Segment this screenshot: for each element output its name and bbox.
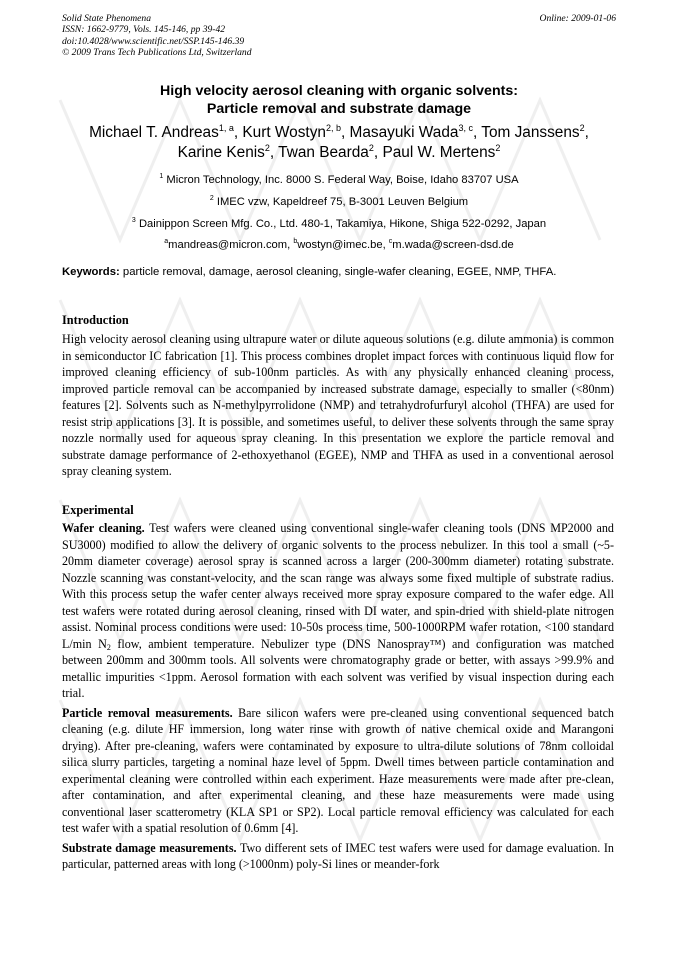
substrate-damage-heading: Substrate damage measurements. xyxy=(62,840,237,855)
author-name: Tom Janssens xyxy=(481,124,580,141)
author-affil-sup: 2 xyxy=(264,143,270,153)
author-name: Kurt Wostyn xyxy=(242,124,326,141)
introduction-paragraph: High velocity aerosol cleaning using ultrapure water or dilute aqueous solutions (e.g. dilute ammonia) is common in semiconductor IC fabrication [1]. This process combines droplet impact forces with continuous liquid flow for improved cleaning efficiency of sub-100nm particles. As with any physically enhanced cleaning process, improved particle removal can be accompanied by increased substrate damage, especially to smaller (<80nm) features [2]. Solvents such as N-methylpyrrolidone (NMP) and tetrahydrofurfuryl alcohol (THFA) are used for resist strip applications [3]. It is possible, and sometimes useful, to deliver these solvents through the same spray nozzle normally used for aqueous spray cleaning. In this presentation we explore the particle removal and substrate damage performance of 2-ethoxyethanol (EGEE), NMP and THFA as used in a conventional aerosol spray cleaning system. xyxy=(62,332,614,478)
affiliation-number: 1 xyxy=(159,173,164,180)
author-name: Michael T. Andreas xyxy=(89,124,219,141)
wafer-cleaning-text-1: Test wafers were cleaned using conventional single-wafer cleaning tools (DNS MP2000 and SU3000) modified to allow the delivery of organic solvents to the process nebulizer. In this tool a small (~5-20mm diameter coverage) aerosol spray is scanned across a larger (200-300mm diameter) rotating substrate. Nozzle scanning was constant-velocity, and the scan range was always some fixed multiple of substrate radius. With this process setup the wafer center always received more spray exposure compared to the wafer edge. All test wafers were rotated during aerosol cleaning, rinsed with DI water, and spin-dried with shield-plate nitrogen assist. Nominal process conditions were used: 10-50s process time, 500-1000RPM wafer rotation, <100 standard L/min N xyxy=(62,521,614,651)
author-affil-sup: 2 xyxy=(368,143,374,153)
email-link[interactable]: wostyn@imec.be xyxy=(297,239,383,251)
email-link[interactable]: mandreas@micron.com xyxy=(168,239,288,251)
wafer-cleaning-heading: Wafer cleaning. xyxy=(62,521,145,535)
copyright-line: © 2009 Trans Tech Publications Ltd, Switzerland xyxy=(62,46,252,58)
email-sup: c xyxy=(388,238,393,245)
experimental-heading: Experimental xyxy=(62,503,134,517)
substrate-damage-text: Two different sets of IMEC test wafers were used for damage evaluation. In particular, patterned areas with long (>1000nm) poly-Si lines or meander-fork xyxy=(62,840,614,871)
author-list-line-2: Karine Kenis$^2$, Twan Bearda$^2$, Paul W. Mertens$^2$ xyxy=(177,143,501,161)
title-block xyxy=(40,82,638,252)
journal-name: Solid State Phenomena xyxy=(62,13,151,24)
author-affil-sup: 1, a xyxy=(218,123,234,133)
affiliation xyxy=(40,173,638,187)
author-name: Masayuki Wada xyxy=(349,124,459,141)
email-sup: a xyxy=(164,238,169,245)
keywords xyxy=(62,265,614,280)
n2-subscript: 2 xyxy=(106,642,111,652)
author-name: Karine Kenis xyxy=(177,144,265,161)
author-name: Paul W. Mertens xyxy=(382,144,496,161)
email-list: $^a$mandreas@micron.com, $^b$wostyn@imec.be, $^c$m.wada@screen-dsd.de xyxy=(164,238,514,251)
online-date-text: Online: 2009-01-06 xyxy=(539,13,616,24)
affiliation-number: 2 xyxy=(209,195,214,202)
affiliation-text: IMEC vzw, Kapeldreef 75, B-3001 Leuven Belgium xyxy=(216,196,469,208)
particle-removal-heading: Particle removal measurements. xyxy=(62,705,233,720)
author-list-line-1: Michael T. Andreas$^{1, a}$, Kurt Wostyn$^{2, b}$, Masayuki Wada$^{3, c}$, Tom Janssens$^2$, xyxy=(89,123,589,141)
particle-removal-paragraph xyxy=(62,705,614,837)
author-affil-sup: 3, c xyxy=(458,123,473,133)
paper-title-line-1: High velocity aerosol cleaning with organic solvents: xyxy=(160,83,518,99)
introduction-heading: Introduction xyxy=(62,313,129,327)
affiliation xyxy=(40,217,638,231)
affiliation-number: 3 xyxy=(131,217,136,224)
author-name: Twan Bearda xyxy=(278,144,369,161)
online-date xyxy=(540,13,616,24)
affiliation xyxy=(40,195,638,209)
experimental-body xyxy=(62,520,614,873)
keywords-text: particle removal, damage, aerosol cleaning, single-wafer cleaning, EGEE, NMP, THFA. xyxy=(122,266,557,278)
journal-header xyxy=(62,13,252,58)
author-affil-sup: 2, b xyxy=(325,123,341,133)
wafer-cleaning-text-2: flow, ambient temperature. Nebulizer type (DNS Nanospray™) and configuration was matched between 200mm and 300mm tools. All solvents were chromatography grade or better, with assays >99.9% and metallic impurities <1ppm. Aerosol formation with each solvent was verified by visual inspection during each trial. xyxy=(62,636,614,700)
issn-line: ISSN: 1662-9779, Vols. 145-146, pp 39-42 xyxy=(62,24,226,36)
introduction-body xyxy=(62,331,614,480)
affiliation-text: Dainippon Screen Mfg. Co., Ltd. 480-1, Takamiya, Hikone, Shiga 522-0292, Japan xyxy=(138,218,547,230)
keywords-label: Keywords: xyxy=(62,266,120,278)
paper-title-line-2: Particle removal and substrate damage xyxy=(206,101,472,117)
wafer-cleaning-paragraph xyxy=(62,520,614,702)
email-link[interactable]: m.wada@screen-dsd.de xyxy=(392,239,514,251)
doi-line[interactable]: doi:10.4028/www.scientific.net/SSP.145-146.39 xyxy=(62,35,245,47)
author-affil-sup: 2 xyxy=(579,123,585,133)
affiliation-text: Micron Technology, Inc. 8000 S. Federal Way, Boise, Idaho 83707 USA xyxy=(166,174,519,186)
email-sup: b xyxy=(293,238,298,245)
substrate-damage-paragraph xyxy=(62,840,614,873)
particle-removal-text: Bare silicon wafers were pre-cleaned using conventional sequenced batch cleaning (e.g. dilute HF immersion, long water rinse with growth of native chemical oxide and Marangoni drying). After pre-cleaning, wafers were contaminated by exposure to ultra-dilute solutions of 78nm colloidal silica slurry particles, targeting a nominal haze level of 5ppm. Dwell times between particle contamination and experimental cleaning were controlled within each experiment. Haze measurements were made after pre-clean, after contamination, and after experimental cleaning, and these haze measurements were made using conventional laser scatterometry (KLA SP1 or SP2). Local particle removal efficiency was calculated for each test wafer with a spatial resolution of 0.6mm [4]. xyxy=(62,705,614,835)
author-affil-sup: 2 xyxy=(495,143,501,153)
